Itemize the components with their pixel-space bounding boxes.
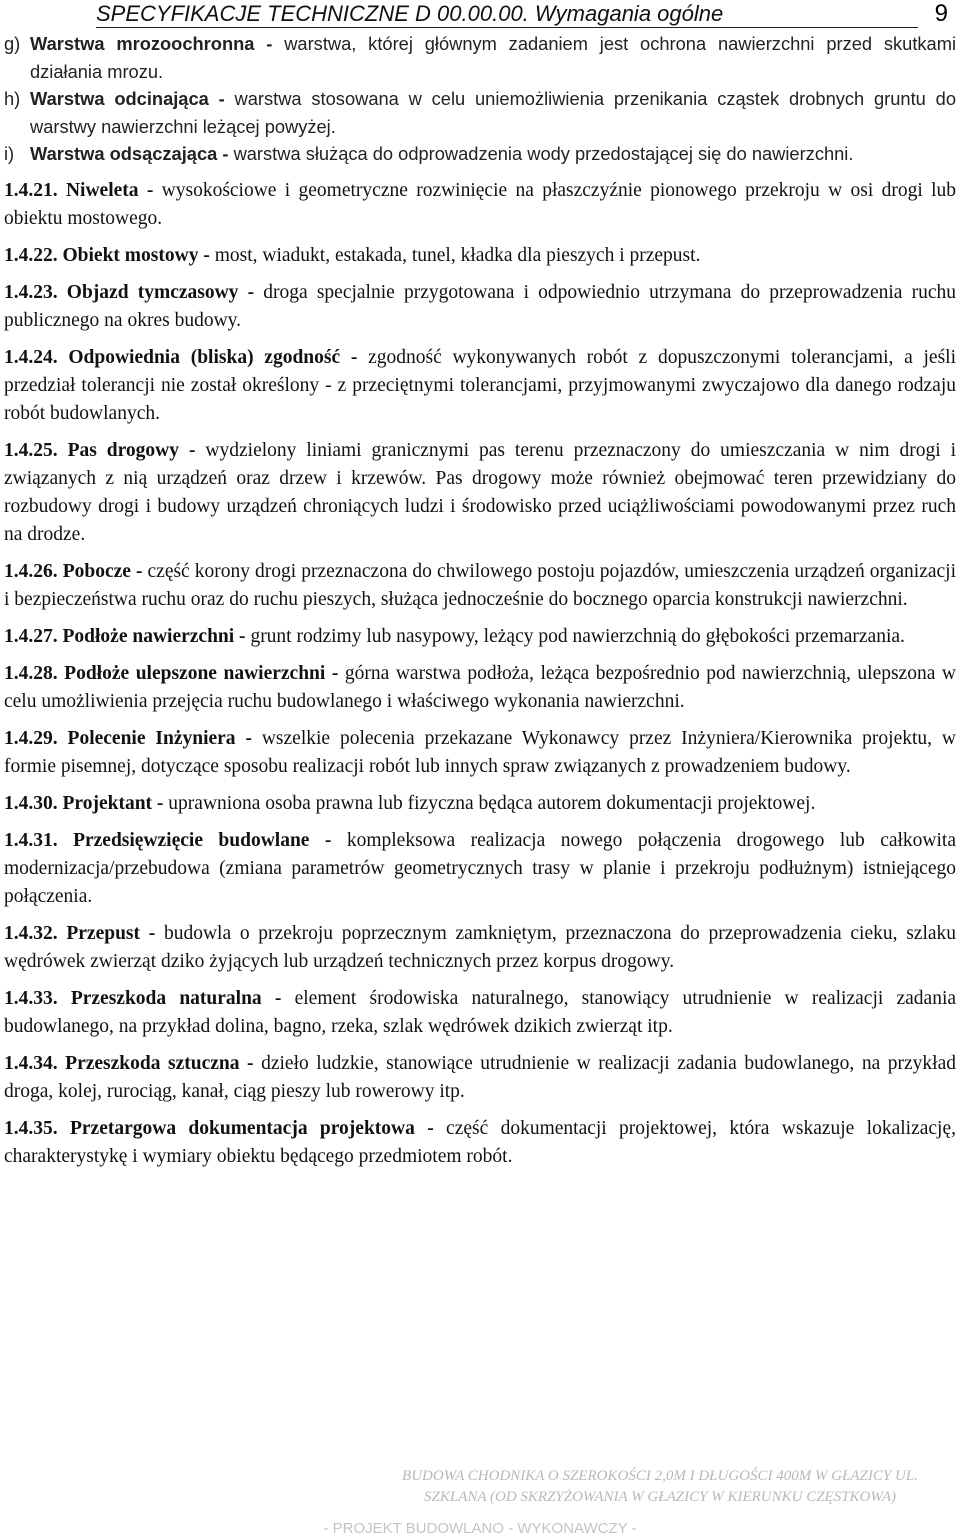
definition-number: 1.4.30. xyxy=(4,792,58,814)
definition-text: grunt rodzimy lub nasypowy, leżący pod nawierzchnią do głębokości przemarzania. xyxy=(245,625,905,647)
definition-text: część korony drogi przeznaczona do chwilowego postoju pojazdów, umieszczenia urządzeń organizacji i bezpieczeństwa ruchu oraz do ruchu pieszych, służąca jednocześnie do bocznego oparcia konstrukcji nawierzchni. xyxy=(4,560,957,610)
definition-1-4-23 xyxy=(4,279,956,335)
definition-number: 1.4.23. xyxy=(4,281,58,303)
list-term: Warstwa odsączająca - xyxy=(30,143,229,164)
definition-text: budowla o przekroju poprzecznym zamkniętym, przeznaczona do przeprowadzenia cieku, szlaku wędrówek zwierząt dziko żyjących lub urządzeń technicznych przez korpus drogowy. xyxy=(4,922,957,972)
definition-text: most, wiadukt, estakada, tunel, kładka dla pieszych i przepust. xyxy=(209,244,701,266)
definition-term: Przedsięwzięcie budowlane - xyxy=(73,829,332,851)
definition-term: Pas drogowy - xyxy=(67,439,196,461)
page-footer-project-stage: - PROJEKT BUDOWLANO - WYKONAWCZY - xyxy=(323,1520,637,1537)
definition-text: część dokumentacji projektowej, która wskazuje lokalizację, charakterystykę i wymiary obiektu będącego przedmiotem robót. xyxy=(4,1117,956,1167)
definition-1-4-30 xyxy=(4,790,956,818)
definition-1-4-35 xyxy=(4,1115,956,1171)
definition-number: 1.4.21. xyxy=(4,179,58,201)
definition-1-4-32 xyxy=(4,920,956,976)
definition-term: Objazd tymczasowy - xyxy=(66,281,255,303)
definition-number: 1.4.31. xyxy=(4,829,58,851)
definition-term: Niweleta - xyxy=(65,179,154,201)
page-number: 9 xyxy=(934,0,948,27)
list-item-i xyxy=(4,140,956,168)
definition-text: dzieło ludzkie, stanowiące utrudnienie w realizacji zadania budowlanego, na przykład droga, kolej, rurociąg, kanał, ciąg pieszy lub rowerowy itp. xyxy=(4,1052,956,1102)
page-footer-project-title: BUDOWA CHODNIKA O SZEROKOŚCI 2,0M I DŁUGOŚCI 400M W GŁAZICY UL. SZKLANA (OD SKRZYŻOWANIA W GŁAZICY W KIERUNKU CZĘSTKOWA) xyxy=(402,1468,918,1505)
definition-term: Polecenie Inżyniera - xyxy=(67,727,252,749)
list-item-g xyxy=(4,30,956,85)
definition-1-4-27 xyxy=(4,623,956,651)
definition-1-4-21 xyxy=(4,177,956,233)
definition-number: 1.4.25. xyxy=(4,439,58,461)
page-header xyxy=(96,0,956,32)
definition-number: 1.4.22. xyxy=(4,244,58,266)
definition-text: kompleksowa realizacja nowego połączenia drogowego lub całkowita modernizacja/przebudowa (zmiana parametrów geometrycznych trasy w planie i przekroju podłużnym) istniejącego połączenia. xyxy=(4,829,956,907)
definition-term: Przepust - xyxy=(66,922,156,944)
definition-1-4-34 xyxy=(4,1050,956,1106)
definition-term: Przeszkoda naturalna - xyxy=(70,987,282,1009)
list-item-h xyxy=(4,85,956,140)
definition-term: Przetargowa dokumentacja projektowa - xyxy=(69,1117,434,1139)
definition-number: 1.4.33. xyxy=(4,987,58,1009)
definition-number: 1.4.26. xyxy=(4,560,58,582)
definition-1-4-28 xyxy=(4,660,956,716)
list-letter: g) xyxy=(4,33,21,54)
list-text: warstwa, której głównym zadaniem jest ochrona nawierzchni przed skutkami działania mrozu. xyxy=(30,33,957,82)
list-letter: i) xyxy=(4,143,15,164)
definition-term: Projektant - xyxy=(62,792,164,814)
document-body xyxy=(4,30,956,1180)
definition-term: Podłoże ulepszone nawierzchni - xyxy=(64,662,339,684)
definition-text: wszelkie polecenia przekazane Wykonawcy przez Inżyniera/Kierownika projektu, w formie pisemnej, dotyczące sposobu realizacji robót lub innych spraw związanych z prowadzeniem budowy. xyxy=(4,727,957,777)
definition-1-4-25 xyxy=(4,437,956,549)
list-letter: h) xyxy=(4,88,21,109)
definition-number: 1.4.28. xyxy=(4,662,58,684)
definition-text: droga specjalnie przygotowana i odpowiednio utrzymana do przeprowadzenia ruchu publicznego na okres budowy. xyxy=(4,281,957,331)
definition-text: zgodność wykonywanych robót z dopuszczonymi tolerancjami, a jeśli przedział tolerancji nie został określony - z przeciętnymi tolerancjami, przyjmowanymi zwyczajowo dla danego rodzaju robót budowlanych. xyxy=(4,346,957,424)
definition-term: Obiekt mostowy - xyxy=(62,244,210,266)
definition-number: 1.4.34. xyxy=(4,1052,58,1074)
definition-text: element środowiska naturalnego, stanowiący utrudnienie w realizacji zadania budowlanego, na przykład dolina, bagno, rzeka, szlak wędrówek dzikich zwierząt itp. xyxy=(4,987,957,1037)
definition-1-4-26 xyxy=(4,558,956,614)
definition-term: Pobocze - xyxy=(62,560,143,582)
definition-1-4-29 xyxy=(4,725,956,781)
definition-term: Odpowiednia (bliska) zgodność - xyxy=(68,346,358,368)
list-text: warstwa służąca do odprowadzenia wody przedostającej się do nawierzchni. xyxy=(228,143,854,164)
definition-1-4-22 xyxy=(4,242,956,270)
definition-text: wydzielony liniami granicznymi pas terenu przeznaczony do umieszczania w nim drogi i związanych z nią urządzeń oraz drzew i krzewów. Pas drogowy może również obejmować teren przewidziany do rozbudowy drogi i budowy urządzeń chroniących ludzi i środowisko przed uciążliwościami powodowanymi przez ruch na drodze. xyxy=(4,439,956,545)
definition-1-4-24 xyxy=(4,344,956,428)
definition-1-4-33 xyxy=(4,985,956,1041)
definition-number: 1.4.29. xyxy=(4,727,58,749)
definition-number: 1.4.35. xyxy=(4,1117,58,1139)
header-title: SPECYFIKACJE TECHNICZNE D 00.00.00. Wymagania ogólne xyxy=(96,1,918,28)
definition-term: Przeszkoda sztuczna - xyxy=(65,1052,254,1074)
definition-term: Podłoże nawierzchni - xyxy=(62,625,246,647)
definition-number: 1.4.24. xyxy=(4,346,58,368)
definition-number: 1.4.32. xyxy=(4,922,58,944)
list-text: warstwa stosowana w celu uniemożliwienia przenikania cząstek drobnych gruntu do warstwy nawierzchni leżącej powyżej. xyxy=(30,88,956,137)
definition-text: uprawniona osoba prawna lub fizyczna będąca autorem dokumentacji projektowej. xyxy=(163,792,816,814)
definition-1-4-31 xyxy=(4,827,956,911)
definition-number: 1.4.27. xyxy=(4,625,58,647)
list-term: Warstwa mrozoochronna - xyxy=(30,33,273,54)
definition-text: wysokościowe i geometryczne rozwinięcie na płaszczyźnie pionowego przekroju w osi drogi lub obiektu mostowego. xyxy=(4,179,956,229)
definition-text: górna warstwa podłoża, leżąca bezpośrednio pod nawierzchnią, ulepszona w celu umożliwienia przejęcia ruchu budowlanego i właściwego wykonania nawierzchni. xyxy=(4,662,956,712)
list-term: Warstwa odcinająca - xyxy=(30,88,225,109)
